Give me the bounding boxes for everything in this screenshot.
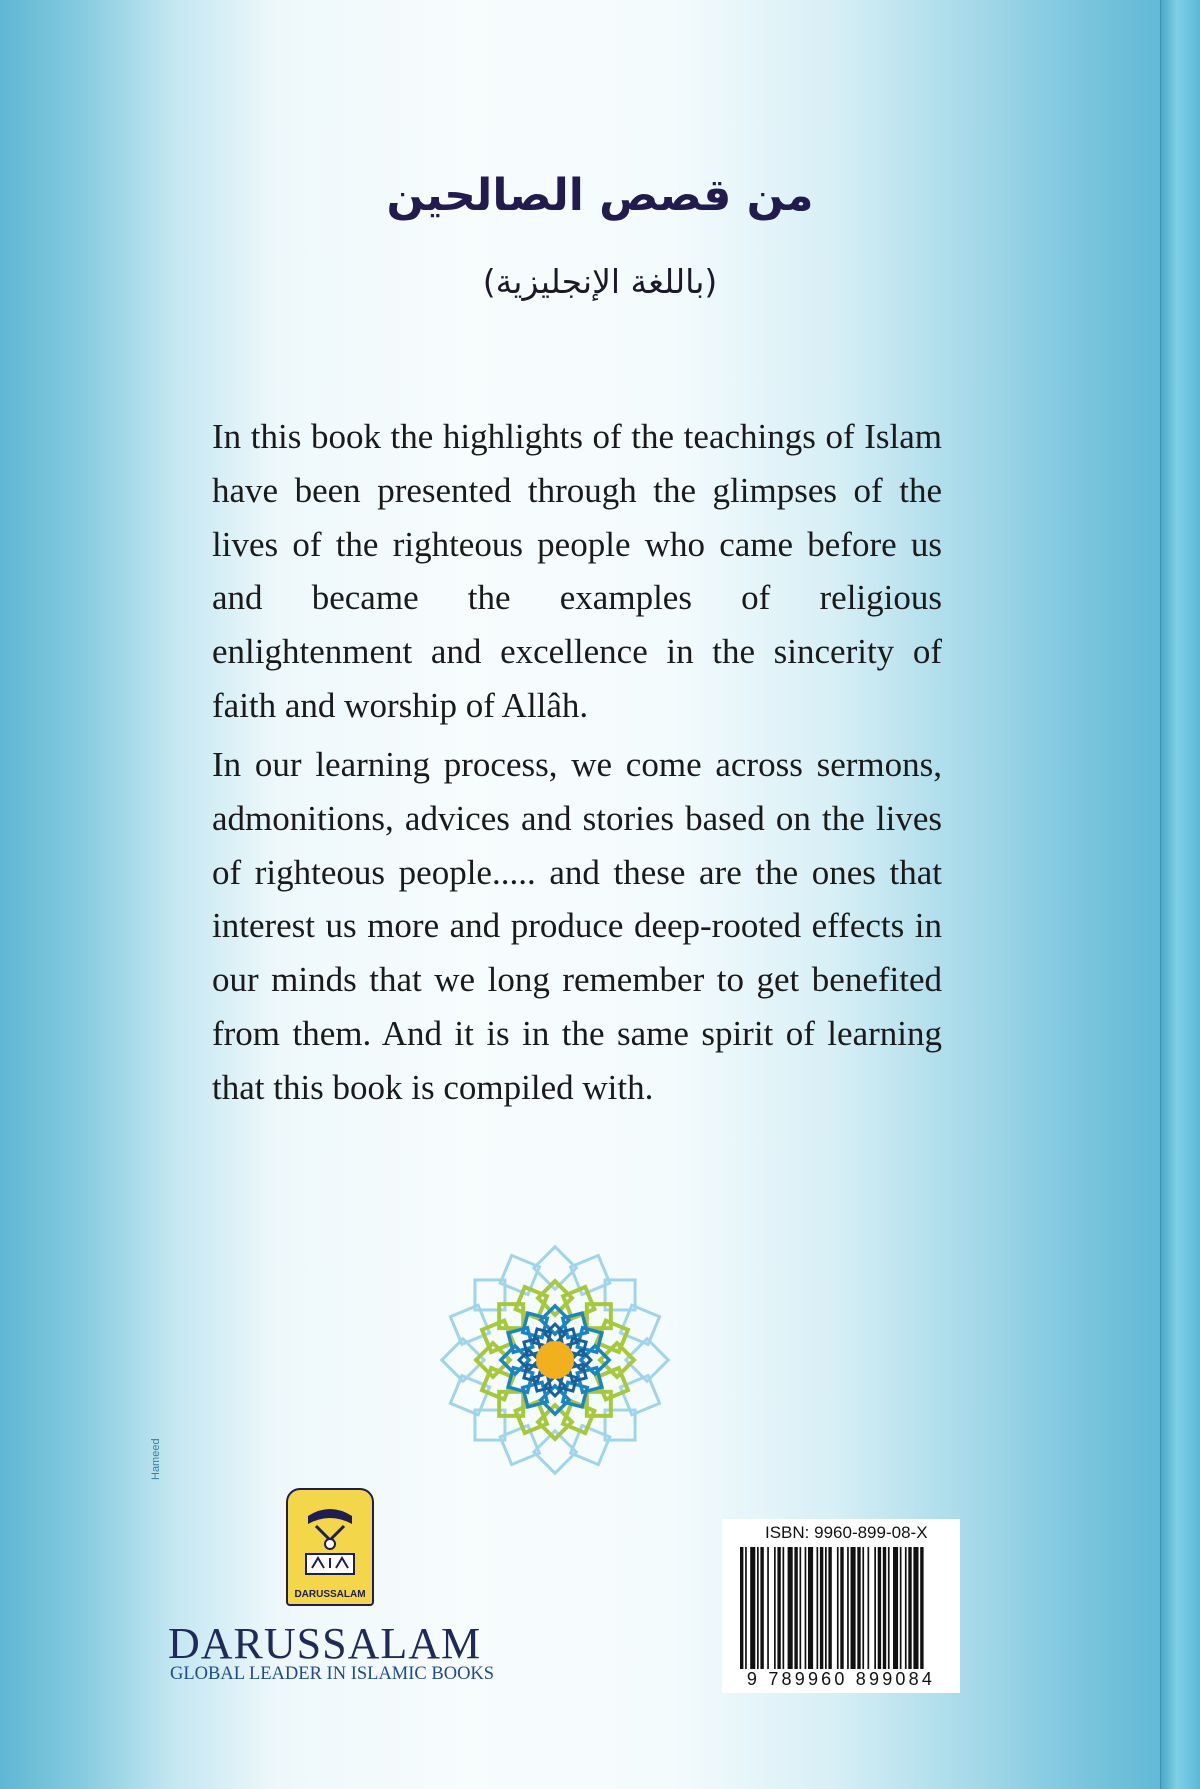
geometric-rosette-ornament [430,1235,680,1485]
barcode-bars [722,1519,960,1693]
logo-label: DARUSSALAM [294,1589,366,1600]
quran-stand-icon [294,1496,366,1580]
isbn-label: ISBN: 9960-899-08-X [765,1523,928,1542]
designer-credit: Hameed [150,1438,162,1480]
blurb-paragraph-2: In our learning process, we come across sermons, admonitions, advices and stories based on the lives of righteous people..... and these are the ones that interest us more and produce deep-rooted effects in our minds that we long remember to get benefited from them. And it is in the same spirit of learning that this book is compiled with. [212,745,942,1107]
ean-digits: 9 789960 899084 [722,1669,960,1690]
publisher-tagline: GLOBAL LEADER IN ISLAMIC BOOKS [170,1664,495,1684]
publisher-name: DARUSSALAM [168,1619,482,1668]
isbn-barcode [722,1519,960,1693]
arabic-title: من قصص الصالحين [386,170,814,221]
publisher-logo [286,1488,374,1606]
arabic-subtitle: (باللغة الإنجليزية) [482,262,718,301]
blurb-paragraph-1: In this book the highlights of the teachings of Islam have been presented through the glimpses of the lives of the righteous people who came before us and became the examples of religious enlightenment and excellence in the sincerity of faith and worship of Allâh. [212,417,942,725]
book-spine-edge [1160,0,1200,1789]
